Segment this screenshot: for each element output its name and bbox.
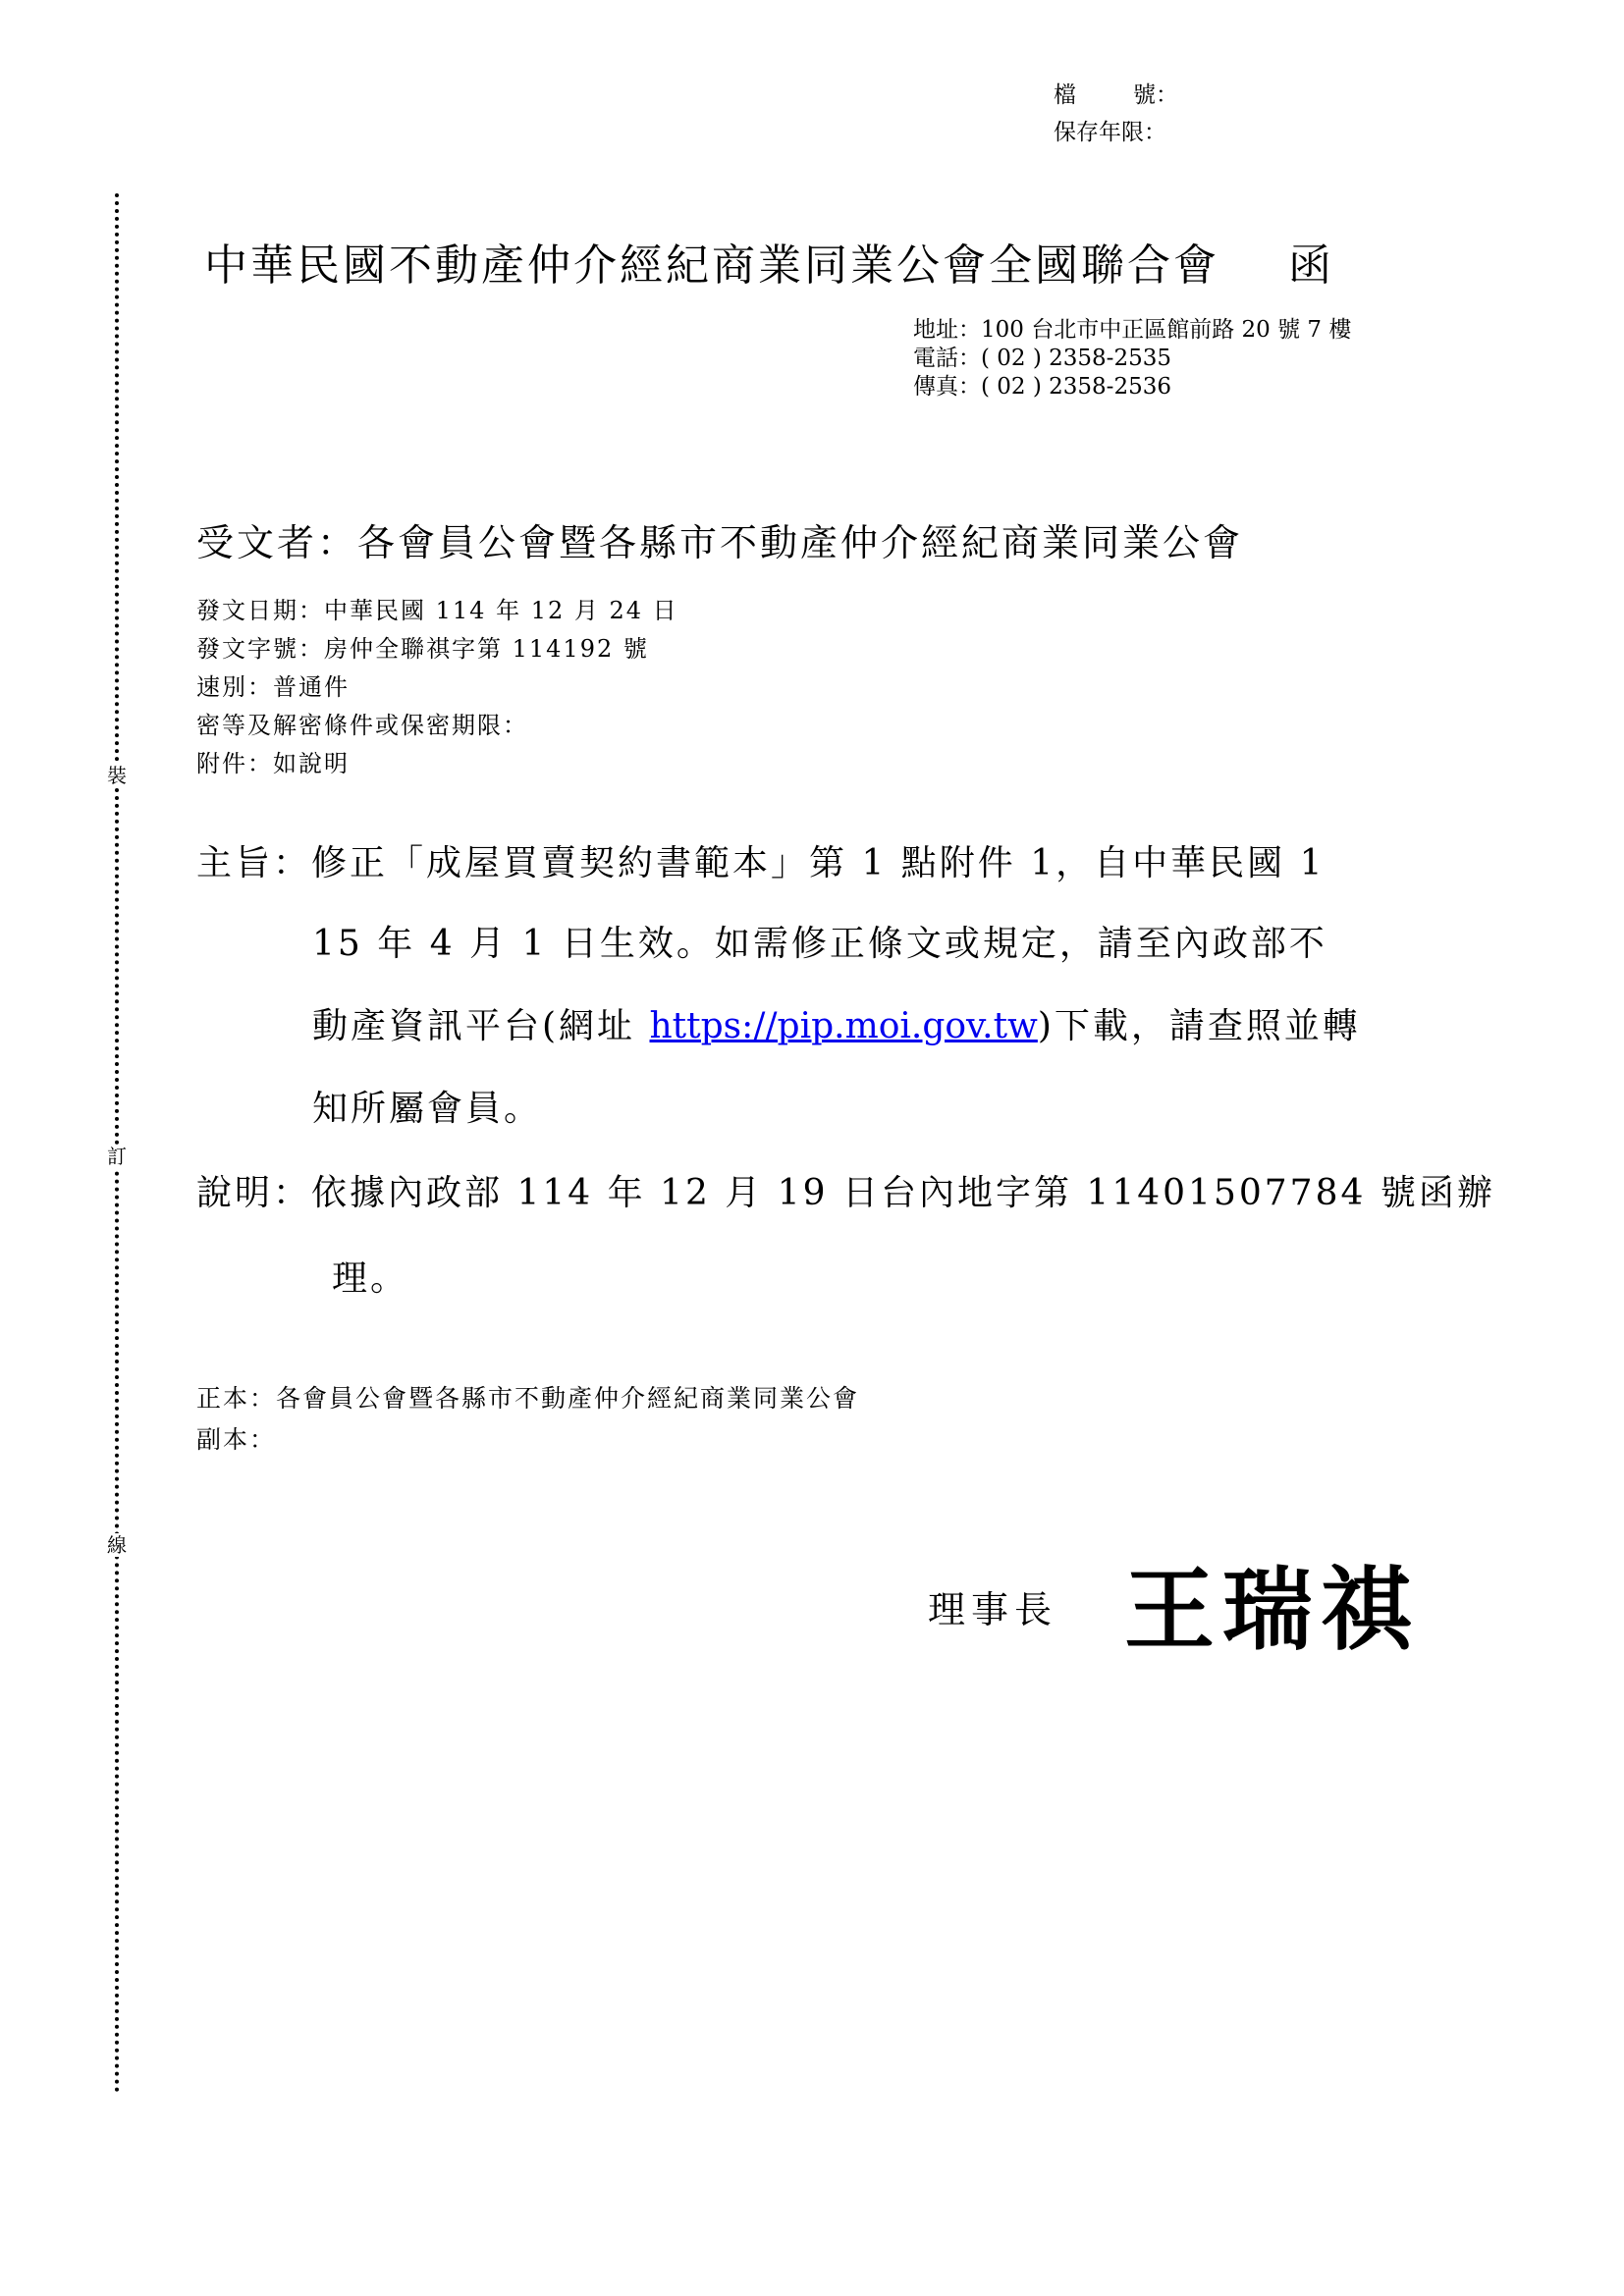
delivery-speed: 速別：普通件 — [196, 673, 350, 701]
organization-name: 中華民國不動產仲介經紀商業同業公會全國聯合會 — [204, 240, 1219, 291]
signatory-title: 理事長 — [928, 1588, 1058, 1631]
subject-line-2: 15 年 4 月 1 日生效。如需修正條文或規定，請至內政部不 — [312, 924, 1327, 964]
fax: 傳真：( 02 ) 2358-2536 — [913, 374, 1171, 400]
subject-line-3-after: )下載，請查照並轉 — [1037, 1006, 1361, 1046]
retention-label: 保存年限： — [1054, 120, 1166, 145]
file-meta — [1054, 77, 1178, 151]
recipient-value: 各會員公會暨各縣市不動產仲介經紀商業同業公會 — [357, 521, 1244, 564]
explanation-line-1: 說明：依據內政部 114 年 12 月 19 日台內地字第 11401507784 號函辦 — [196, 1173, 1495, 1213]
binding-char-zhuang: 裝 — [102, 764, 132, 787]
classification: 密等及解密條件或保密期限： — [196, 712, 528, 739]
subject-line-4: 知所屬會員。 — [312, 1089, 543, 1129]
file-number-label-1: 檔 — [1054, 82, 1076, 108]
document-type: 函 — [1288, 240, 1334, 291]
binding-dotted-line — [115, 193, 119, 2094]
recipient-label: 受文者： — [196, 521, 358, 564]
issue-info — [196, 592, 678, 783]
file-number-label-2: 號： — [1133, 82, 1178, 108]
signatory-name: 王瑞祺 — [1124, 1558, 1420, 1663]
copies-block — [196, 1378, 859, 1461]
file-number-row — [1054, 77, 1178, 114]
duplicate-copy: 副本： — [196, 1425, 277, 1454]
document-title — [204, 230, 1334, 293]
subject-line-3 — [312, 998, 1361, 1048]
address: 地址：100 台北市中正區館前路 20 號 7 樓 — [913, 317, 1352, 343]
subject-line-3-before: 動產資訊平台(網址 — [312, 1006, 650, 1046]
explanation-line-2: 理。 — [332, 1258, 409, 1299]
platform-link[interactable]: https://pip.moi.gov.tw — [649, 1006, 1038, 1046]
recipient — [196, 512, 1243, 566]
issue-date: 發文日期：中華民國 114 年 12 月 24 日 — [196, 597, 678, 624]
binding-char-ding: 訂 — [102, 1145, 132, 1168]
attachment: 附件：如說明 — [196, 750, 350, 777]
reference-number: 發文字號：房仲全聯祺字第 114192 號 — [196, 635, 649, 663]
subject-line-1: 主旨：修正「成屋買賣契約書範本」第 1 點附件 1，自中華民國 1 — [196, 843, 1326, 883]
contact-block — [913, 316, 1351, 401]
phone: 電話：( 02 ) 2358-2535 — [913, 346, 1171, 371]
original-copy: 正本：各會員公會暨各縣市不動產仲介經紀商業同業公會 — [196, 1384, 860, 1413]
binding-char-xian: 線 — [102, 1533, 132, 1557]
